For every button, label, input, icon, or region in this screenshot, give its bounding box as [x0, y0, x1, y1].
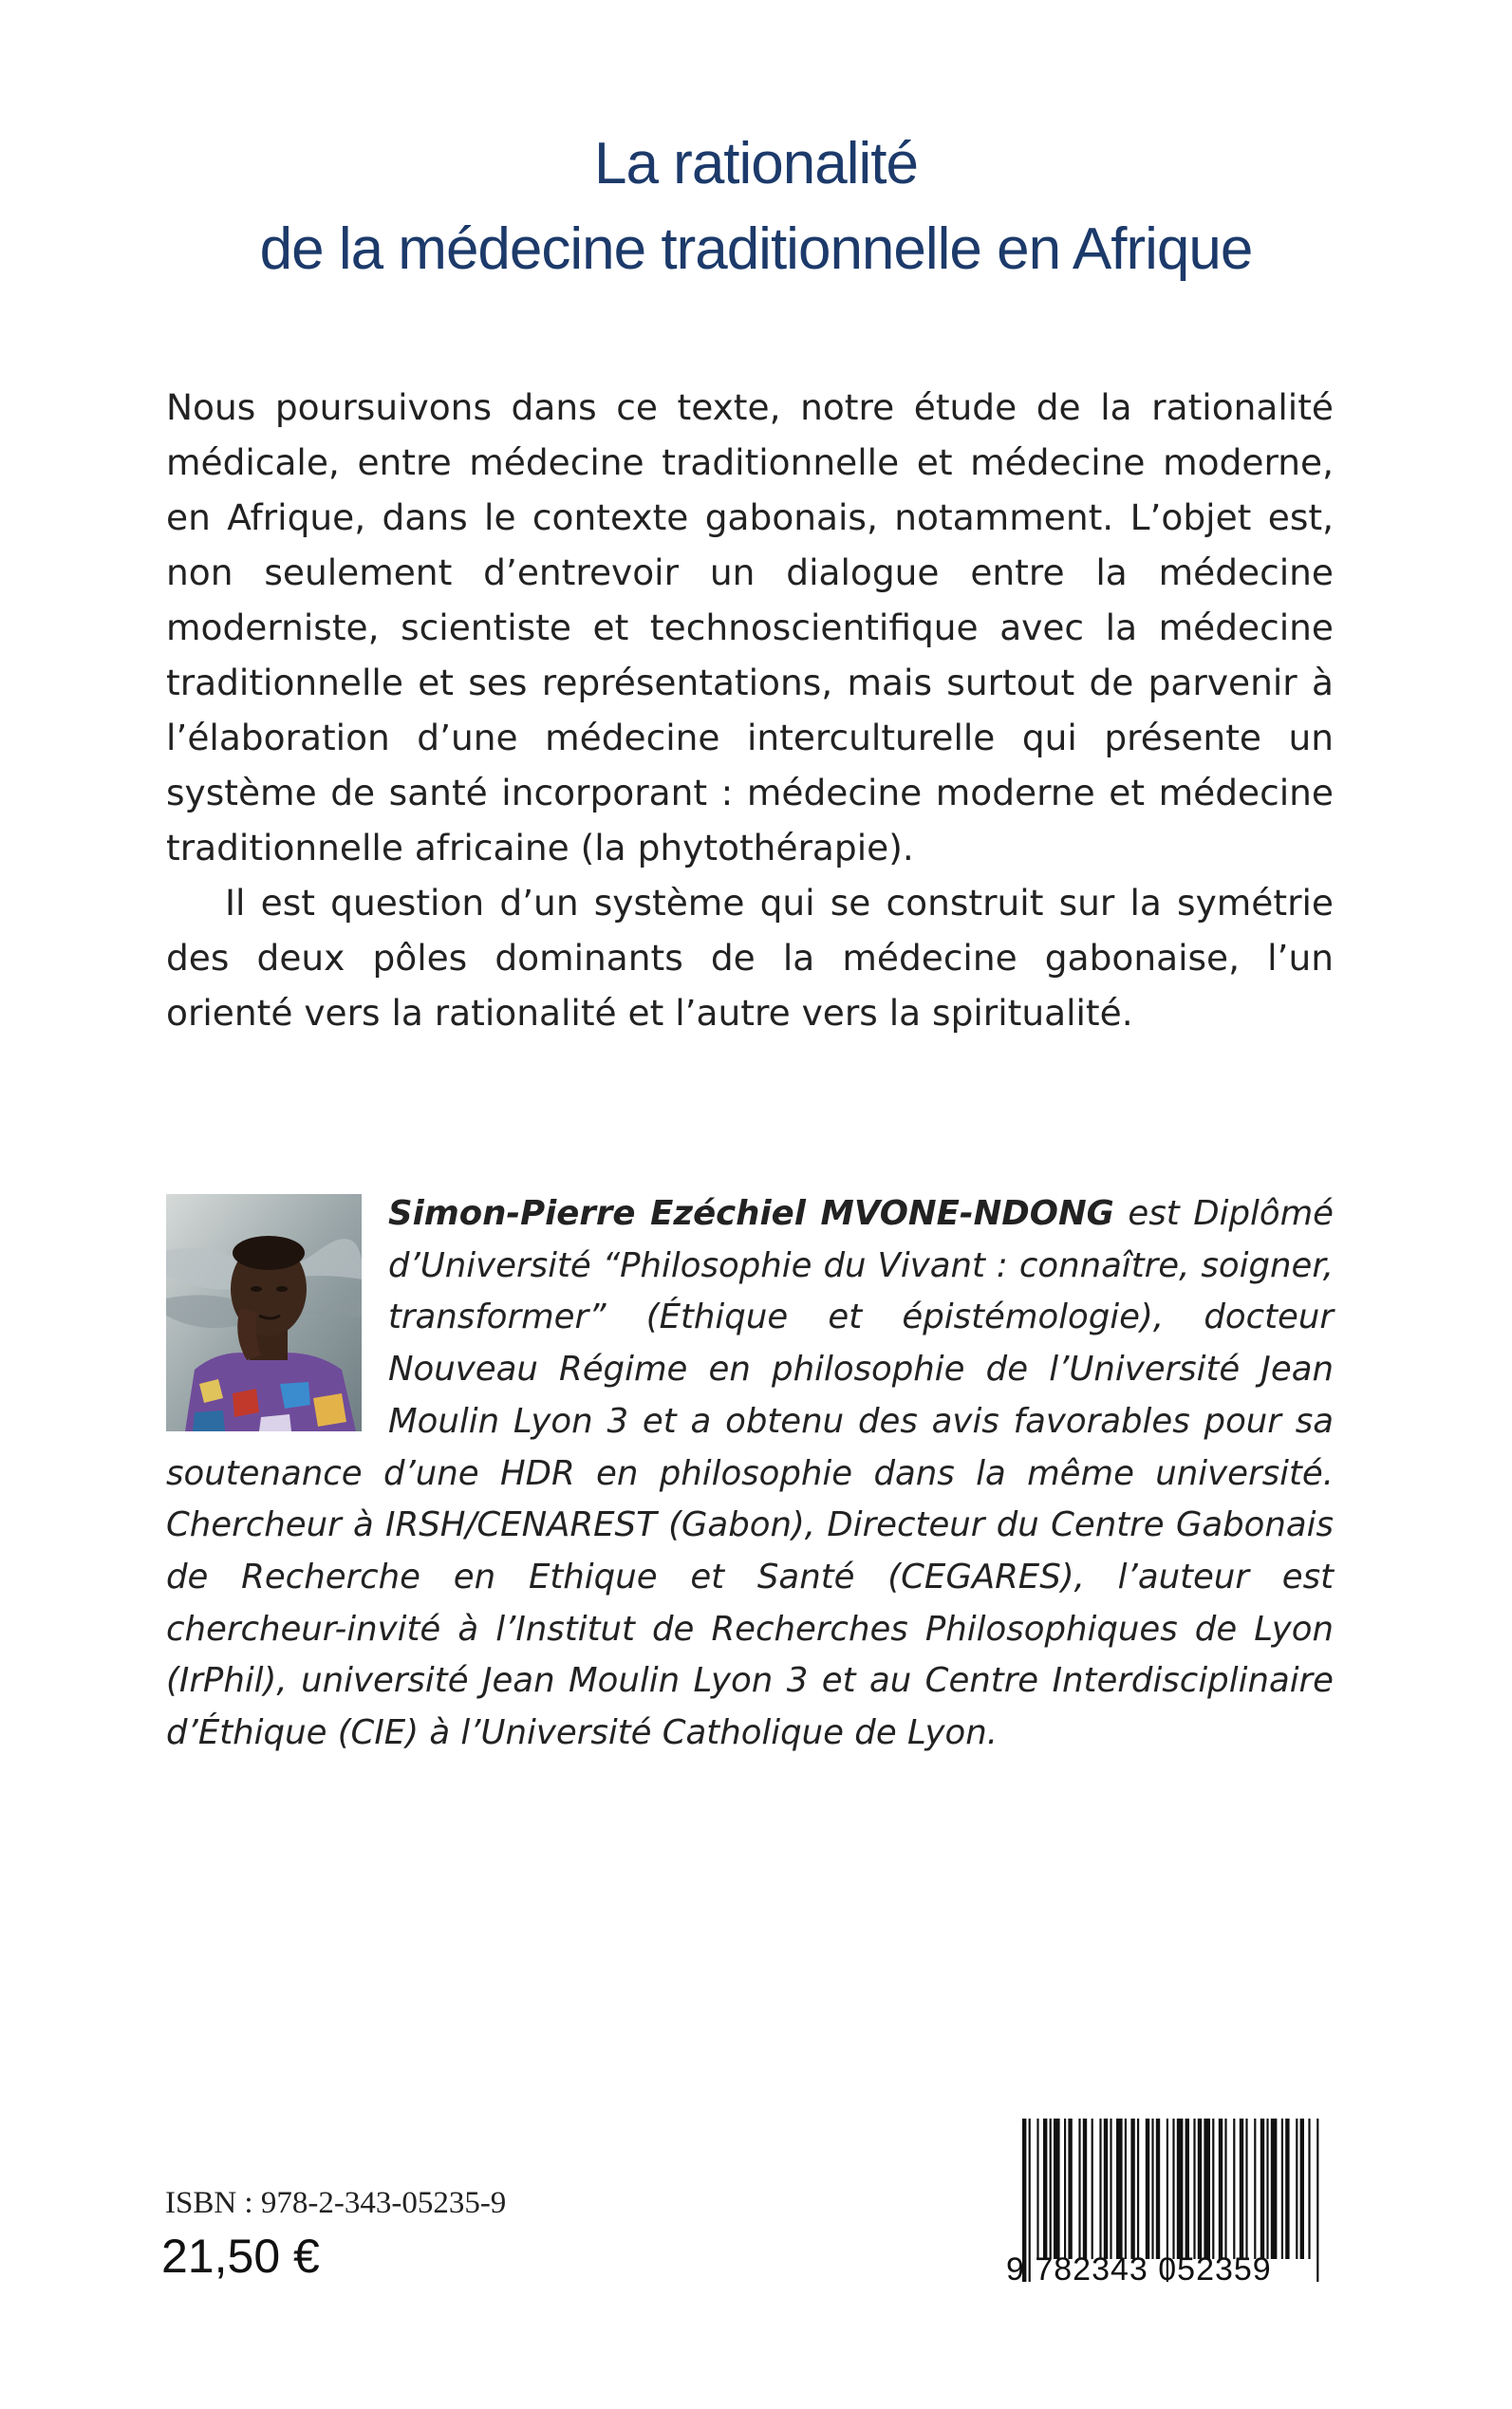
- barcode-bar: [1050, 2119, 1052, 2259]
- author-portrait-image: [166, 1194, 362, 1431]
- barcode-bar: [1083, 2119, 1087, 2259]
- author-bio: [166, 1188, 1334, 1760]
- barcode-bar: [1036, 2119, 1038, 2259]
- barcode-bar: [1296, 2119, 1297, 2259]
- barcode-bar: [1285, 2119, 1289, 2259]
- title-line-2: de la médecine traditionnelle en Afrique: [259, 216, 1253, 282]
- barcode-bar: [1281, 2119, 1283, 2259]
- isbn-label: ISBN : 978-2-343-05235-9: [165, 2186, 507, 2220]
- barcode-bar: [1212, 2119, 1214, 2259]
- barcode-bar: [1151, 2119, 1153, 2259]
- barcode-bar: [1146, 2119, 1149, 2259]
- barcode-bar: [1064, 2119, 1066, 2259]
- author-photo: [166, 1194, 362, 1431]
- barcode-bar: [1266, 2119, 1268, 2259]
- book-title: [0, 121, 1512, 292]
- summary-paragraph-2: Il est question d’un système qui se construit sur la symétrie des deux pôles dominants de la médecine gabonaise, l’un orienté vers la rationalité et l’autre vers la spiritualité.: [166, 882, 1334, 1034]
- barcode-bar: [1078, 2119, 1080, 2259]
- barcode-bar: [1245, 2119, 1247, 2259]
- barcode-bar: [1300, 2119, 1304, 2259]
- barcode-bar: [1110, 2119, 1111, 2259]
- barcode-bar: [1125, 2119, 1127, 2259]
- book-summary: [166, 380, 1334, 1040]
- barcode-bar: [1185, 2119, 1189, 2259]
- barcode-bar: [1198, 2119, 1202, 2259]
- barcode-bar: [1137, 2119, 1139, 2259]
- barcode-bar: [1271, 2119, 1278, 2259]
- author-name: Simon-Pierre Ezéchiel MVONE-NDONG: [388, 1194, 1114, 1233]
- barcode-bar: [1254, 2119, 1256, 2259]
- barcode-bar: [1104, 2119, 1108, 2259]
- barcode-bar: [1130, 2119, 1134, 2259]
- barcode-bar: [1224, 2119, 1226, 2259]
- barcode-bar: [1054, 2119, 1060, 2259]
- barcode-bar: [1308, 2119, 1310, 2259]
- price-label: 21,50 €: [161, 2230, 320, 2283]
- barcode-bar: [1172, 2119, 1174, 2259]
- title-line-1: La rationalité: [593, 131, 919, 196]
- barcode-bar: [1068, 2119, 1072, 2259]
- barcode-bar: [1156, 2119, 1160, 2259]
- barcode-bar: [1043, 2119, 1047, 2259]
- barcode-bar: [1177, 2119, 1184, 2259]
- barcode-bar: [1204, 2119, 1210, 2259]
- barcode-digits: 9 782343 052359: [1006, 2251, 1272, 2288]
- barcode-bar: [1116, 2119, 1123, 2259]
- summary-paragraph-1: Nous poursuivons dans ce texte, notre étude de la rationalité médicale, entre médecine traditionnelle et médecine moderne, en Afrique, dans le contexte gabonais, notamment. L’objet est, non seulement d’entrevoir un dialogue entre la médecine moderniste, scientiste et technoscientifique avec la médecine traditionnelle et ses représentations, mais surtout de parvenir à l’élaboration d’une médecine interculturelle qui présente un système de santé incorporant : médecine moderne et médecine traditionnelle africaine (la phytothérapie).: [166, 386, 1334, 868]
- barcode-bar: [1092, 2119, 1093, 2259]
- barcode-bar: [1099, 2119, 1101, 2259]
- author-bio-text: est Diplômé d’Université “Philosophie du Vivant : connaître, soigner, transformer” (Éthique et épistémologie), docteur Nouveau Régime en philosophie de l’Université Jean Moulin Lyon 3 et a obtenu des avis favorables pour sa soutenance d’une HDR en philosophie dans la même université. Chercheur à IRSH/CENAREST (Gabon), Directeur du Centre Gabonais de Recherche en Ethique et Santé (CEGARES), l’auteur est chercheur-invité à l’Institut de Recherches Philosophiques de Lyon (IrPhil), université Jean Moulin Lyon 3 et au Centre Interdisciplinaire d’Éthique (CIE) à l’Université Catholique de Lyon.: [166, 1194, 1335, 1753]
- barcode-bar: [1219, 2119, 1223, 2259]
- barcode-bar: [1193, 2119, 1195, 2259]
- barcode-bar: [1240, 2119, 1243, 2259]
- barcode-bar: [1233, 2119, 1235, 2259]
- barcode-bar: [1260, 2119, 1264, 2259]
